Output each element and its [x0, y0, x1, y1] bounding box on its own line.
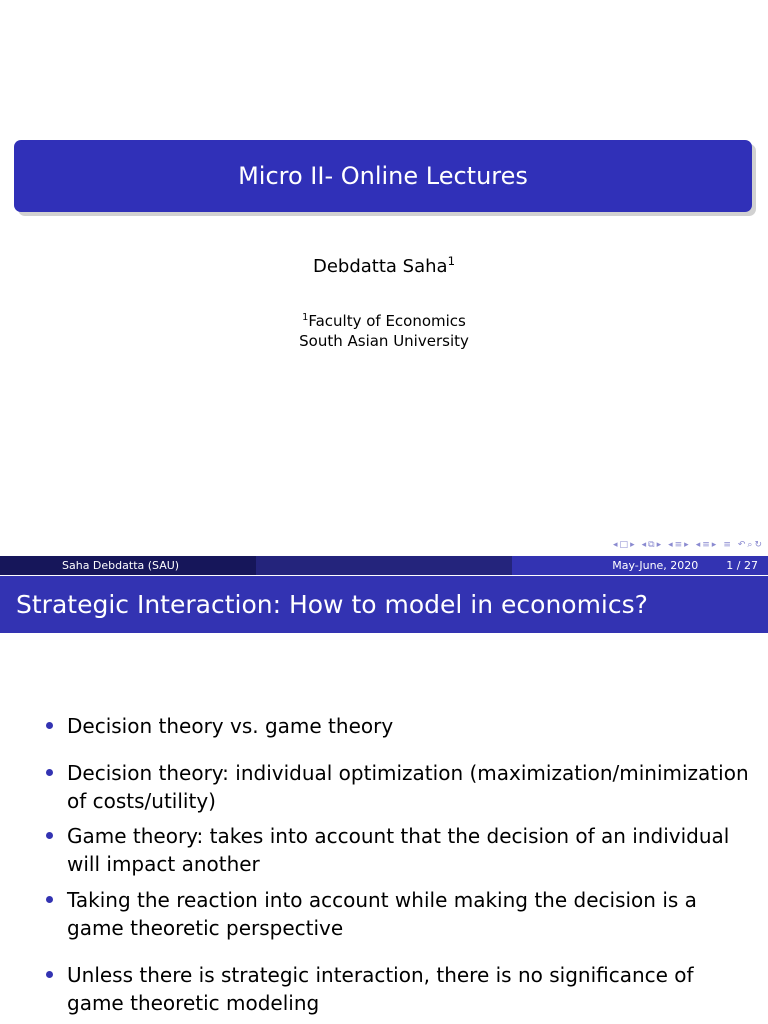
align-icon[interactable]: ≡	[723, 540, 731, 550]
bullet-text: Game theory: takes into account that the decision of an individual will impact another	[67, 824, 730, 876]
nav-prev-arrow-icon[interactable]: ◂	[613, 540, 618, 550]
content-slide	[0, 576, 768, 1024]
bullet-text: Decision theory vs. game theory	[67, 714, 394, 738]
bullet-dot-icon	[46, 971, 53, 978]
list-item	[44, 759, 749, 815]
list-item	[44, 961, 749, 1017]
bullet-dot-icon	[46, 896, 53, 903]
search-nav-group	[738, 540, 762, 550]
slide-frame-icon[interactable]: □	[619, 540, 629, 550]
forward-icon[interactable]: ↻	[754, 540, 762, 550]
affiliation-line-2: South Asian University	[299, 332, 469, 350]
presentation-title: Micro II- Online Lectures	[238, 162, 528, 190]
section-icon[interactable]: ≡	[674, 540, 683, 550]
frame-title-bar	[0, 576, 768, 633]
list-item	[44, 712, 749, 740]
list-item	[44, 822, 749, 878]
nav-next-arrow-icon[interactable]: ▸	[684, 540, 689, 550]
author-name: Debdatta Saha	[312, 256, 448, 277]
beamer-navigation	[613, 538, 762, 552]
subsection-nav-group	[642, 540, 662, 550]
affiliation-line-1	[0, 311, 768, 331]
bullet-text: Unless there is strategic interaction, there is no significance of game theoretic modeling	[67, 963, 694, 1015]
footer-middle	[256, 556, 512, 575]
affiliation-faculty: Faculty of Economics	[308, 312, 466, 330]
bullet-text: Decision theory: individual optimization (maximization/minimization of costs/utility)	[67, 761, 749, 813]
nav-next-arrow-icon[interactable]: ▸	[711, 540, 717, 550]
subsection-icon[interactable]: ≡	[702, 540, 710, 550]
slide-footer	[0, 556, 768, 575]
author-footnote-mark: 1	[447, 254, 455, 268]
frame-stack-icon[interactable]: ⧉	[648, 540, 655, 550]
nav-next-arrow-icon[interactable]: ▸	[630, 540, 635, 550]
footer-left	[0, 556, 256, 575]
bullet-dot-icon	[46, 769, 53, 776]
affiliation	[0, 311, 768, 351]
nav-prev-arrow-icon[interactable]: ◂	[668, 540, 673, 550]
footer-date: May-June, 2020	[612, 559, 699, 572]
nav-prev-arrow-icon[interactable]: ◂	[695, 540, 701, 550]
footer-right	[512, 556, 768, 575]
bullet-dot-icon	[46, 722, 53, 729]
frame-nav-group	[613, 540, 635, 550]
search-icon[interactable]: ⌕	[747, 540, 753, 550]
affiliation-footnote-mark: 1	[302, 312, 309, 323]
footer-author: Saha Debdatta (SAU)	[62, 559, 180, 572]
title-box	[14, 140, 752, 212]
list-item	[44, 886, 749, 942]
nav-prev-arrow-icon[interactable]: ◂	[641, 540, 647, 550]
document-nav-group	[696, 540, 717, 550]
footer-page-number: 1 / 27	[726, 559, 758, 572]
frame-title: Strategic Interaction: How to model in economics?	[16, 590, 648, 619]
author-line	[0, 256, 768, 277]
bullet-text: Taking the reaction into account while making the decision is a game theoretic perspective	[67, 888, 697, 940]
section-nav-group	[668, 540, 689, 550]
bullet-dot-icon	[46, 832, 53, 839]
back-icon[interactable]: ↶	[737, 540, 746, 550]
nav-next-arrow-icon[interactable]: ▸	[656, 540, 662, 550]
